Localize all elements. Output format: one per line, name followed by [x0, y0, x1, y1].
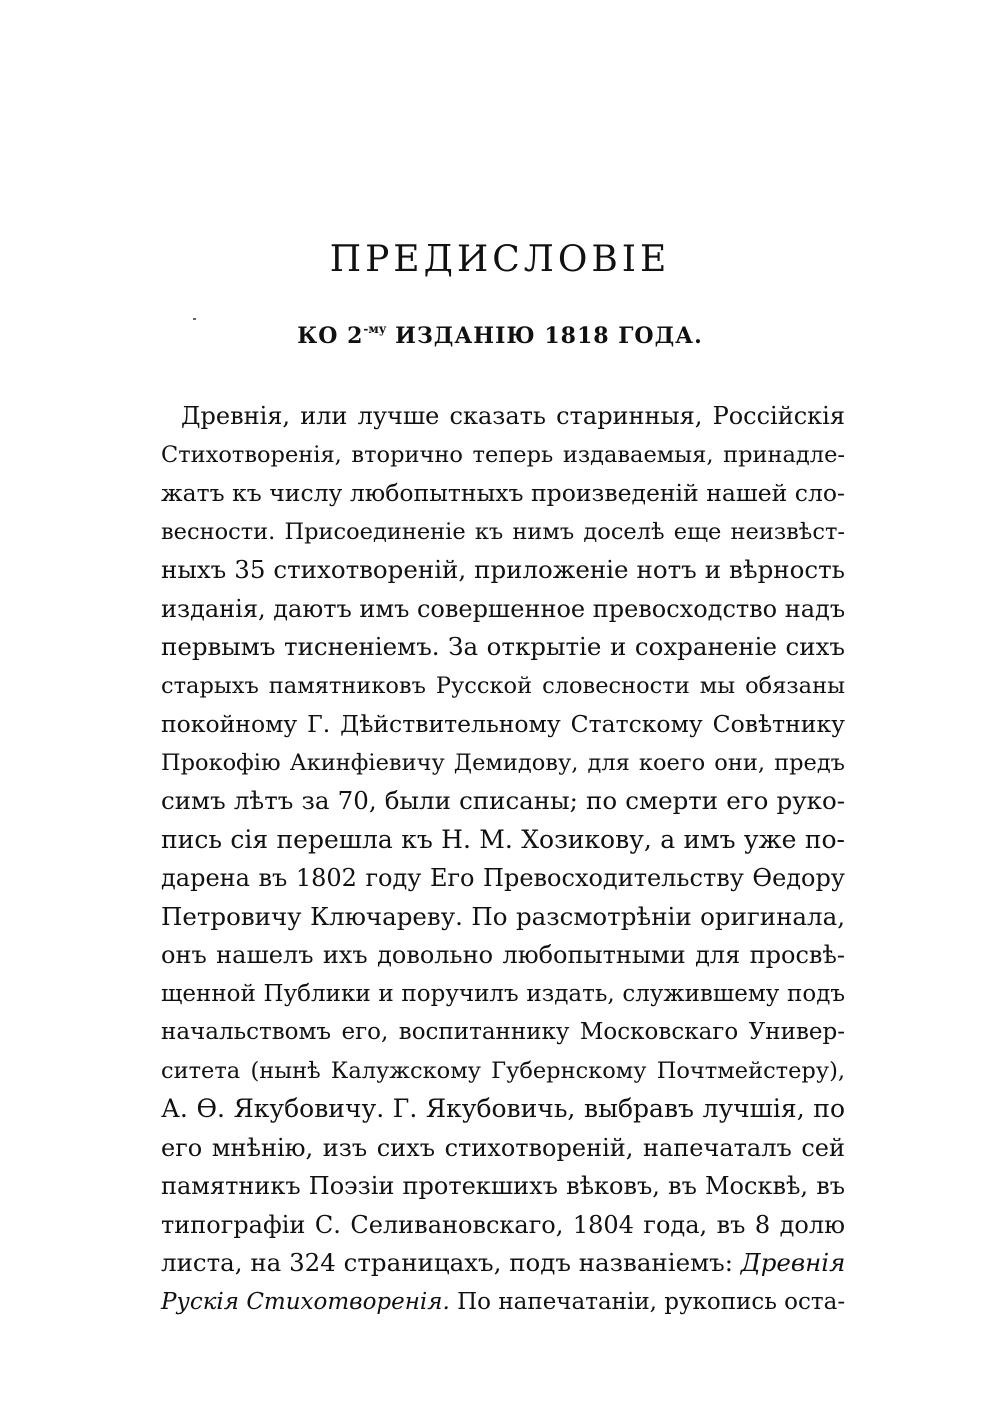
- text-line: онъ нашелъ ихъ довольно любопытными для просвѣ-: [161, 941, 845, 969]
- page-title: ПРЕДИСЛОВІЕ: [329, 239, 671, 280]
- text-line: щенной Публики и поручилъ издать, служившему подъ: [161, 980, 845, 1007]
- text-line: изданія, даютъ имъ совершенное превосходство надъ: [161, 594, 846, 623]
- text-line: типографіи С. Селивановскаго, 1804 года, въ 8 долю: [161, 1210, 845, 1239]
- text-line: весности. Присоединеніе къ нимъ доселѣ еще неизвѣст-: [161, 518, 845, 545]
- text-line: Древнія, или лучше сказать старинныя, Россійскія: [181, 402, 845, 430]
- text-line: жатъ къ числу любопытныхъ произведеній нашей сло-: [161, 479, 845, 507]
- subtitle-prefix: КО 2: [297, 323, 364, 349]
- text-line: А. Ѳ. Якубовичу. Г. Якубовичь, выбравъ лучшія, по: [161, 1094, 845, 1123]
- text-line-mixed: [161, 1244, 845, 1283]
- text-line: памятникъ Поэзіи протекшихъ вѣковъ, въ Москвѣ, въ: [161, 1172, 845, 1200]
- text-segment: листа, на 324 страницахъ, подъ названіемъ:: [161, 1248, 733, 1277]
- text-line: покойному Г. Дѣйствительному Статскому Совѣтнику: [161, 710, 845, 738]
- text-line: старыхъ памятниковъ Русской словесности мы обязаны: [161, 672, 845, 699]
- text-line: ныхъ 35 стихотвореній, приложеніе нотъ и вѣрность: [161, 555, 845, 584]
- body-paragraph: [161, 397, 845, 1321]
- text-line: Петровичу Ключареву. По разсмотрѣніи оригинала,: [161, 901, 845, 931]
- text-line: ситета (нынѣ Калужскому Губернскому Почтмейстеру),: [161, 1057, 845, 1084]
- text-line: пись сія перешла къ Н. М. Хозикову, а имъ уже по-: [161, 824, 845, 854]
- text-line: первымъ тисненіемъ. За открытіе и сохраненіе сихъ: [161, 632, 845, 661]
- text-segment: По напечатаніи, рукопись оста-: [449, 1288, 846, 1315]
- text-line: дарена въ 1802 году Его Превосходительству Ѳедору: [161, 864, 845, 892]
- subtitle-suffix: ИЗДАНІЮ 1818 ГОДА.: [386, 323, 703, 349]
- page-subtitle: [0, 314, 1000, 351]
- italic-title-start: Древнія: [740, 1248, 846, 1277]
- text-line: его мнѣнію, изъ сихъ стихотвореній, напечаталъ сей: [161, 1133, 845, 1162]
- text-line: Прокофію Акинфіевичу Демидову, для коего они, предъ: [161, 749, 845, 776]
- text-line: Стихотворенія, вторично теперь издаваемыя, принадле-: [161, 441, 845, 468]
- subtitle-superscript: -му: [363, 322, 387, 336]
- text-line-mixed: [161, 1283, 845, 1322]
- text-line: симъ лѣтъ за 70, были списаны; по смерти его руко-: [161, 786, 845, 815]
- italic-title-end: Рускія Стихотворенія.: [161, 1288, 450, 1315]
- text-line: начальствомъ его, воспитаннику Московскаго Универ-: [161, 1019, 845, 1045]
